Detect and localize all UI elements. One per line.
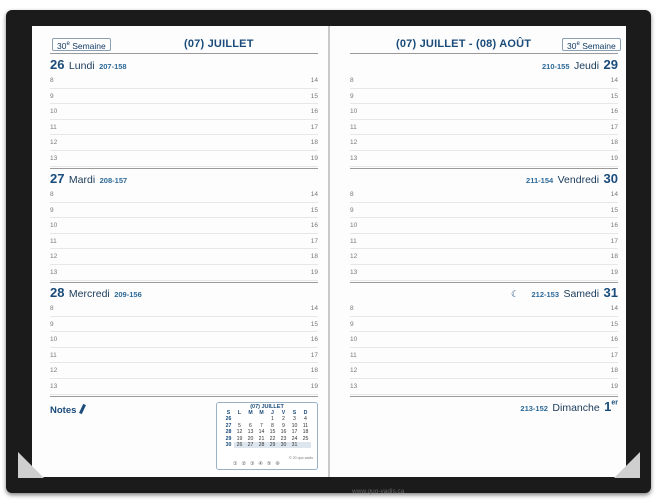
mini-calendar-day: 5 [238, 422, 241, 429]
mini-calendar-day: 9 [282, 422, 285, 429]
mini-calendar-day: 2 [282, 416, 285, 423]
hour-label-right: 15 [610, 206, 618, 214]
hour-label-right: 19 [310, 268, 318, 276]
month-title: (07) JUILLET - (08) AOÛT [396, 38, 532, 50]
hour-label-right: 16 [310, 108, 318, 116]
mini-calendar-day: 15 [269, 429, 276, 436]
day-number: 29 [603, 57, 618, 72]
hour-label-right: 17 [310, 351, 318, 359]
day-number: 28 [50, 285, 65, 300]
hour-line[interactable] [50, 332, 318, 348]
mini-calendar-day: 20 [247, 435, 254, 442]
hour-line[interactable] [350, 379, 618, 395]
hour-line[interactable] [50, 120, 318, 136]
hour-label-left: 8 [50, 305, 54, 312]
day-separator [350, 168, 618, 169]
hour-label-left: 8 [350, 191, 354, 198]
day-of-year: 212-153 [531, 290, 560, 299]
hour-line[interactable] [350, 265, 618, 281]
mini-calendar-day: 14 [258, 429, 265, 436]
day-number: 30 [603, 171, 618, 186]
header-rule [350, 53, 618, 54]
day-separator [50, 282, 318, 283]
mini-calendar-day: 17 [291, 429, 298, 436]
day-block-friday[interactable] [350, 170, 618, 296]
notes-label: Notes [50, 405, 77, 416]
hour-line[interactable] [350, 348, 618, 364]
mini-calendar-week-number: 27 [225, 422, 232, 429]
hour-line[interactable] [50, 89, 318, 105]
hour-label-right: 14 [310, 191, 318, 198]
mini-calendar-weekday: S [226, 410, 231, 416]
day-name: Samedi [563, 288, 600, 300]
mini-calendar-week-number: 30 [225, 442, 232, 449]
hour-line[interactable] [350, 151, 618, 167]
day-header [350, 284, 618, 299]
hour-lines [350, 187, 618, 281]
mini-calendar-day: 7 [260, 422, 263, 429]
hour-line[interactable] [50, 104, 318, 120]
hour-label-left: 11 [50, 237, 57, 245]
hour-label-right: 18 [310, 367, 318, 375]
day-of-year: 211-154 [526, 176, 554, 185]
hour-label-right: 19 [310, 154, 318, 162]
hour-label-left: 11 [350, 351, 357, 359]
day-block-sunday[interactable] [350, 398, 618, 468]
hour-label-left: 10 [350, 108, 358, 116]
hour-label-left: 11 [50, 351, 57, 359]
mini-calendar-day: 28 [256, 442, 267, 448]
hour-label-left: 9 [50, 320, 54, 328]
mini-calendar-day: 22 [269, 435, 276, 442]
hour-label-right: 17 [310, 237, 318, 245]
mini-calendar-note: © 20 quo vadis [288, 456, 313, 460]
hour-label-left: 9 [350, 320, 354, 328]
hour-label-left: 13 [350, 154, 358, 162]
day-header [350, 56, 618, 71]
mini-calendar-day: 11 [302, 422, 309, 429]
hour-label-right: 17 [610, 123, 618, 131]
hour-line[interactable] [350, 203, 618, 219]
mini-calendar-day: 3 [293, 416, 296, 423]
day-separator [350, 282, 618, 283]
mini-calendar-day: 4 [304, 416, 307, 423]
mini-calendar [216, 402, 318, 470]
day-block-tuesday[interactable] [50, 170, 318, 296]
mini-calendar-week-row [223, 442, 311, 448]
hour-label-left: 10 [50, 222, 58, 230]
hour-label-left: 11 [350, 237, 357, 245]
hour-line[interactable] [50, 301, 318, 317]
hour-label-right: 18 [310, 253, 318, 261]
day-name: Jeudi [573, 60, 600, 72]
hour-line[interactable] [50, 187, 318, 203]
hour-label-right: 14 [610, 191, 618, 198]
hour-line[interactable] [50, 218, 318, 234]
day-of-year: 209-156 [114, 290, 142, 299]
hour-line[interactable] [50, 379, 318, 395]
hour-label-left: 9 [50, 206, 54, 214]
mini-calendar-day: 16 [280, 429, 287, 436]
week-badge [52, 38, 111, 51]
hour-lines [50, 187, 318, 281]
mini-calendar-day: 23 [280, 435, 287, 442]
day-header [50, 56, 318, 71]
week-label: Semaine [582, 40, 616, 51]
mini-calendar-day: 27 [245, 442, 256, 448]
day-header [350, 170, 618, 185]
day-separator [50, 168, 318, 169]
day-separator [350, 396, 618, 397]
mini-calendar-weekday: L [237, 410, 242, 416]
hour-label-right: 15 [310, 206, 318, 214]
hour-line[interactable] [350, 218, 618, 234]
mini-calendar-day: 30 [278, 442, 289, 448]
hour-line[interactable] [350, 135, 618, 151]
hour-label-right: 17 [610, 351, 618, 359]
mini-calendar-day: 19 [236, 435, 243, 442]
hour-label-right: 18 [310, 139, 318, 147]
day-separator [50, 396, 318, 397]
hour-label-right: 19 [310, 382, 318, 390]
website-url[interactable]: www.quo-vadis.ca [352, 488, 405, 495]
day-block-monday[interactable] [50, 56, 318, 182]
mini-calendar-day: 31 [289, 442, 300, 448]
hour-line[interactable] [50, 73, 318, 89]
hour-label-right: 14 [610, 77, 618, 84]
day-number: 1 [604, 399, 612, 414]
month-title: (07) JUILLET [184, 38, 254, 50]
mini-calendar-week-number: 26 [225, 416, 232, 423]
hour-label-left: 12 [50, 253, 58, 261]
hour-line[interactable] [350, 187, 618, 203]
hour-line[interactable] [350, 363, 618, 379]
hour-label-right: 15 [610, 320, 618, 328]
mini-calendar-weekday: V [281, 410, 286, 416]
day-number: 27 [50, 171, 65, 186]
hour-lines [50, 301, 318, 395]
week-badge [562, 38, 621, 51]
hour-label-right: 15 [310, 92, 318, 100]
day-number: 26 [50, 57, 65, 72]
hour-label-right: 16 [610, 336, 618, 344]
day-name: Mercredi [68, 288, 110, 300]
mini-calendar-title: (07) JUILLET [250, 404, 284, 410]
header-rule [50, 53, 318, 54]
hour-label-left: 12 [350, 253, 358, 261]
mini-calendar-footer: ① ② ③ ④ ⑤ ⑥ [233, 461, 282, 467]
corner-fold-right [614, 452, 640, 478]
hour-label-left: 12 [350, 367, 358, 375]
hour-label-right: 19 [610, 382, 618, 390]
mini-calendar-weekday: M [248, 410, 253, 416]
hour-line[interactable] [50, 249, 318, 265]
week-number: 30 [567, 40, 577, 51]
hour-line[interactable] [50, 135, 318, 151]
day-header [50, 170, 318, 185]
mini-calendar-weekday: M [259, 410, 264, 416]
week-number: 30 [57, 40, 67, 51]
hour-label-left: 11 [350, 123, 357, 131]
hour-label-right: 17 [310, 123, 318, 131]
hour-lines [50, 73, 318, 167]
day-header [50, 284, 318, 299]
day-block-thursday[interactable] [350, 56, 618, 182]
mini-calendar-day [300, 442, 311, 448]
hour-label-right: 14 [310, 77, 318, 84]
hour-label-left: 9 [350, 92, 354, 100]
hour-label-left: 9 [50, 92, 54, 100]
mini-calendar-day: 8 [271, 422, 274, 429]
week-label: Semaine [72, 40, 106, 51]
hour-line[interactable] [350, 332, 618, 348]
hour-label-right: 14 [610, 305, 618, 312]
mini-calendar-day: 25 [302, 435, 309, 442]
hour-line[interactable] [50, 363, 318, 379]
hour-label-left: 13 [50, 268, 58, 276]
hour-label-left: 8 [50, 77, 54, 84]
hour-label-right: 15 [610, 92, 618, 100]
moon-icon: ☾ [510, 289, 520, 299]
mini-calendar-day: 26 [234, 442, 245, 448]
hour-label-right: 18 [610, 139, 618, 147]
hour-label-left: 11 [50, 123, 57, 131]
hour-label-left: 10 [50, 108, 58, 116]
day-name: Dimanche [552, 402, 600, 414]
day-of-year: 208-157 [99, 176, 128, 185]
hour-label-right: 16 [610, 108, 618, 116]
mini-calendar-weekday: J [271, 410, 274, 416]
hour-label-left: 13 [50, 154, 58, 162]
hour-label-right: 19 [610, 154, 618, 162]
hour-label-right: 14 [310, 305, 318, 312]
mini-calendar-day: 21 [258, 435, 265, 442]
notes-area[interactable] [50, 404, 84, 416]
hour-label-right: 16 [310, 222, 318, 230]
hour-line[interactable] [50, 348, 318, 364]
hour-label-right: 15 [310, 320, 318, 328]
day-name: Lundi [68, 60, 95, 72]
hour-label-left: 10 [350, 336, 358, 344]
mini-calendar-day: 29 [267, 442, 278, 448]
mini-calendar-weekday: D [303, 410, 308, 416]
hour-line[interactable] [50, 265, 318, 281]
day-header [350, 398, 618, 413]
corner-fold-left [18, 452, 44, 478]
hour-label-right: 18 [610, 367, 618, 375]
hour-label-left: 9 [350, 206, 354, 214]
hour-label-right: 18 [610, 253, 618, 261]
hour-label-left: 12 [50, 139, 58, 147]
day-block-wednesday[interactable] [50, 284, 318, 410]
mini-calendar-weekday: S [292, 410, 297, 416]
hour-label-left: 8 [50, 191, 54, 198]
hour-line[interactable] [350, 317, 618, 333]
hour-label-right: 16 [310, 336, 318, 344]
hour-line[interactable] [50, 317, 318, 333]
hour-label-left: 10 [50, 336, 58, 344]
mini-calendar-day: 13 [247, 429, 254, 436]
hour-label-left: 8 [350, 305, 354, 312]
hour-label-left: 13 [350, 382, 358, 390]
hour-label-left: 12 [50, 367, 58, 375]
hour-label-left: 13 [50, 382, 58, 390]
mini-calendar-day: 1 [271, 416, 274, 423]
hour-label-right: 17 [610, 237, 618, 245]
mini-calendar-day: 6 [249, 422, 252, 429]
hour-lines [350, 301, 618, 395]
day-block-saturday[interactable] [350, 284, 618, 410]
hour-label-left: 10 [350, 222, 358, 230]
mini-calendar-week-number: 28 [225, 429, 232, 436]
day-name: Vendredi [557, 174, 600, 186]
hour-label-right: 19 [610, 268, 618, 276]
right-page [330, 26, 626, 495]
hour-lines [350, 73, 618, 167]
day-number: 31 [603, 285, 618, 300]
day-name: Mardi [68, 174, 96, 186]
hour-line[interactable] [50, 151, 318, 167]
hour-line[interactable] [350, 120, 618, 136]
week-number-suffix: e [66, 41, 70, 47]
mini-calendar-grid [223, 410, 311, 448]
hour-line[interactable] [350, 73, 618, 89]
hour-line[interactable] [350, 301, 618, 317]
hour-label-left: 12 [350, 139, 358, 147]
mini-calendar-day: 18 [302, 429, 309, 436]
mini-calendar-week-number: 29 [225, 435, 232, 442]
week-number-suffix: e [576, 41, 580, 47]
hour-line[interactable] [50, 234, 318, 250]
hour-line[interactable] [350, 89, 618, 105]
mini-calendar-day: 10 [291, 422, 298, 429]
day-of-year: 213-152 [520, 404, 548, 413]
left-page [32, 26, 328, 477]
mini-calendar-day: 12 [236, 429, 243, 436]
hour-line[interactable] [350, 249, 618, 265]
hour-line[interactable] [50, 203, 318, 219]
hour-line[interactable] [350, 104, 618, 120]
mini-calendar-day: 24 [291, 435, 298, 442]
hour-label-right: 16 [610, 222, 618, 230]
hour-label-left: 8 [350, 77, 354, 84]
hour-label-left: 13 [350, 268, 358, 276]
day-of-year: 210-155 [541, 62, 570, 71]
day-number-suffix: er [611, 399, 618, 407]
day-of-year: 207-158 [99, 62, 127, 71]
hour-line[interactable] [350, 234, 618, 250]
